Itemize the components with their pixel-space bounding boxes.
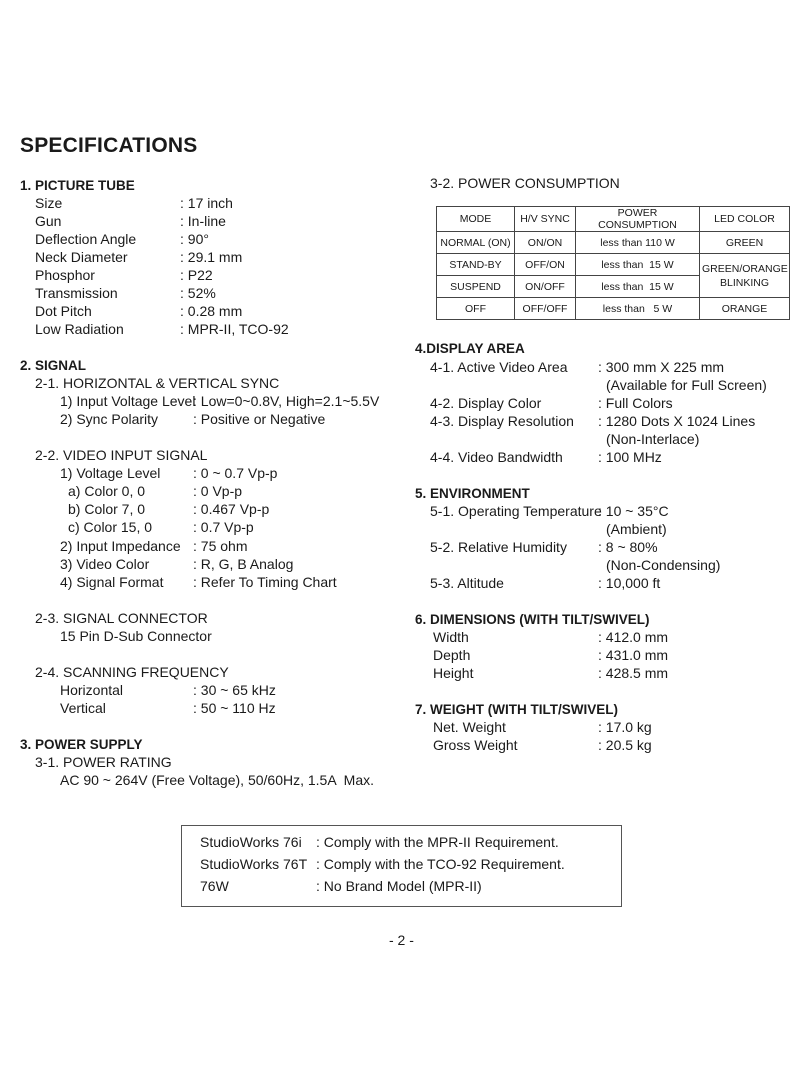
subsection-heading-video: 2-2. VIDEO INPUT SIGNAL (35, 447, 208, 463)
table-cell: NORMAL (ON) (437, 232, 515, 254)
column-header: POWER CONSUMPTION (576, 207, 700, 232)
subsection-heading-sync: 2-1. HORIZONTAL & VERTICAL SYNC (35, 375, 280, 391)
table-cell: OFF (437, 298, 515, 320)
section-heading-weight: 7. WEIGHT (WITH TILT/SWIVEL) (415, 702, 618, 717)
table-cell: GREEN (700, 232, 790, 254)
subsection-heading-power-rating: 3-1. POWER RATING (35, 754, 172, 770)
section-heading-signal: 2. SIGNAL (20, 358, 87, 373)
table-cell: less than 5 W (576, 298, 700, 320)
table-row (437, 232, 790, 254)
page-title: SPECIFICATIONS (20, 134, 198, 157)
subsection-heading-connector: 2-3. SIGNAL CONNECTOR (35, 610, 208, 626)
table-cell: STAND-BY (437, 254, 515, 276)
section-heading-picture-tube: 1. PICTURE TUBE (20, 178, 135, 193)
section-heading-environment: 5. ENVIRONMENT (415, 486, 530, 501)
column-header: LED COLOR (700, 207, 790, 232)
column-header: MODE (437, 207, 515, 232)
table-cell: less than 15 W (576, 276, 700, 298)
column-header: H/V SYNC (515, 207, 576, 232)
table-cell: ORANGE (700, 298, 790, 320)
section-heading-display-area: 4.DISPLAY AREA (415, 341, 525, 356)
table-header-row (437, 207, 790, 232)
table-cell: less than 110 W (576, 232, 700, 254)
table-cell: OFF/OFF (515, 298, 576, 320)
model-compliance-box: StudioWorks 76i : Comply with the MPR-II Requirement. StudioWorks 76T : Comply with the TCO-92 Requirement. 76W : No Brand Model (MPR-II) (181, 825, 622, 907)
table-cell: ON/OFF (515, 276, 576, 298)
section-heading-dimensions: 6. DIMENSIONS (WITH TILT/SWIVEL) (415, 612, 650, 627)
table-row (437, 298, 790, 320)
table-cell: OFF/ON (515, 254, 576, 276)
section-heading-power-supply: 3. POWER SUPPLY (20, 737, 143, 752)
power-rating-text: AC 90 ~ 264V (Free Voltage), 50/60Hz, 1.5A Max. (60, 772, 375, 788)
table-cell: SUSPEND (437, 276, 515, 298)
subsection-heading-power-consumption: 3-2. POWER CONSUMPTION (430, 175, 620, 191)
table-cell: less than 15 W (576, 254, 700, 276)
subsection-heading-scanning: 2-4. SCANNING FREQUENCY (35, 664, 229, 680)
power-consumption-table (436, 206, 790, 320)
page-number: - 2 - (389, 932, 414, 948)
table-row (437, 254, 790, 276)
connector-text: 15 Pin D-Sub Connector (60, 628, 212, 644)
table-cell: GREEN/ORANGE BLINKING (700, 254, 790, 298)
table-cell: ON/ON (515, 232, 576, 254)
